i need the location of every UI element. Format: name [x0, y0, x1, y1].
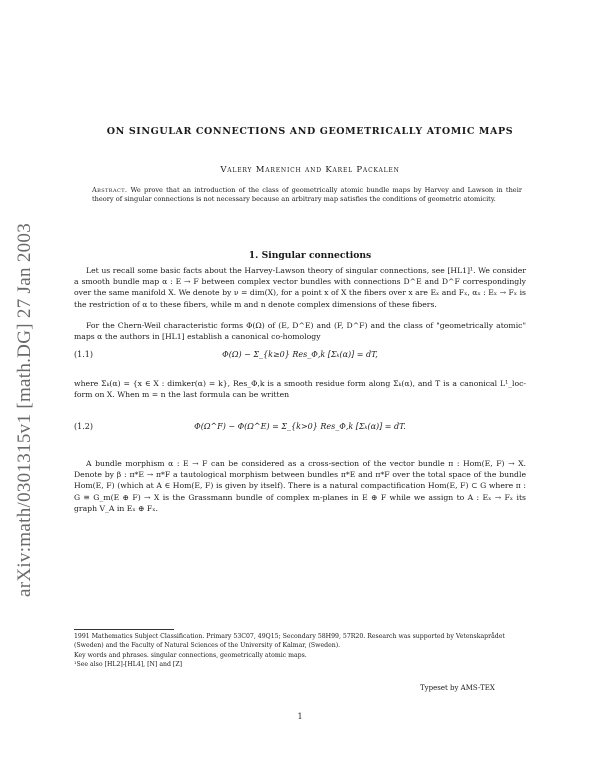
paper-authors: Valery Marenich and Karel Packalen — [220, 165, 400, 175]
typeset-note: Typeset by AMS-TEX — [420, 684, 495, 692]
equation-label: (1.2) — [74, 422, 93, 431]
equation-1-2 — [74, 418, 526, 440]
equation-1-1 — [74, 346, 526, 368]
abstract-text: We prove that an introduction of the class of geometrically atomic bundle maps by Harvey and Lawson in their theory of singular connections is not necessary because an arbitrary map satisfies the conditions of geometric atomicity. — [92, 186, 522, 204]
equation-expression: Φ(Ω^F) − Φ(Ω^E) = Σ_{k>0} Res_Φ,k [Σₖ(α)] = dT. — [194, 422, 406, 431]
abstract-label: Abstract. — [92, 186, 128, 194]
arxiv-id: arXiv:math/0301315v1 [math.DG] 27 Jan 2003 — [14, 222, 36, 598]
paragraph-intro: Let us recall some basic facts about the Harvey-Lawson theory of singular connections, see [HL1]¹. We consider a smooth bundle map α : E → F between complex vector bundles with connections D^E and D^F correspondingly over the same manifold X. We denote by ν = dim(X), for a point x of X the fibers over x are Eₓ and Fₓ, αₓ : Eₓ → Fₓ is the restriction of α to these fibers, while m and n denote complex dimensions of these fibers. — [74, 266, 526, 309]
abstract — [92, 186, 522, 205]
equation-expression: Φ(Ω) − Σ_{k≥0} Res_Φ,k [Σₖ(α)] = dT, — [222, 350, 378, 359]
page-number: 1 — [297, 712, 303, 721]
footnote-rule — [74, 629, 174, 630]
footnote-msc: 1991 Mathematics Subject Classification. Primary 53C07, 49Q15; Secondary 58H99, 57R20. Research was supported by Vetenskaprådet (Sweden) and the Faculty of Natural Sciences of the University of Kalmar, (Sweden). — [74, 633, 505, 649]
footnote-keywords: Key words and phrases. singular connections, geometrically atomic maps. — [74, 652, 307, 659]
paper-title: ON SINGULAR CONNECTIONS AND GEOMETRICALLY ATOMIC MAPS — [106, 126, 514, 137]
arxiv-stamp — [10, 150, 40, 670]
footnote-see-also: ¹See also [HL2]-[HL4], [N] and [Z] — [74, 661, 183, 668]
paragraph-bundle-morphism: A bundle morphism α : E → F can be considered as a cross-section of the vector bundle π : Hom(E, F) → X. Denote by β : π*E → π*F a tautological morphism between bundles π*E and π*F over the total space of the bundle Hom(E, F) (which at A ∈ Hom(E, F) is given by itself). There is a natural compactification Hom(E, F) ⊂ G where π : G ≡ G_m(E ⊕ F) → X is the Grassmann bundle of complex m-planes in E ⊕ F while we assign to A : Eₓ → Fₓ its graph V_A in Eₓ ⊕ Fₓ. — [74, 459, 526, 513]
section-heading: 1. Singular connections — [248, 250, 372, 261]
paragraph-chern-weil: For the Chern-Weil characteristic forms Φ(Ω) of (E, D^E) and (F, D^F) and the class of "geometrically atomic" maps α the authors in [HL1] establish a canonical co-homology — [74, 321, 526, 342]
paragraph-residue: where Σₖ(α) = {x ∈ X : dimker(α) = k}, Res_Φ,k is a smooth residue form along Σₖ(α), and T is a canonical L¹_loc-form on X. When m = n the last formula can be written — [74, 379, 526, 400]
equation-label: (1.1) — [74, 350, 93, 359]
